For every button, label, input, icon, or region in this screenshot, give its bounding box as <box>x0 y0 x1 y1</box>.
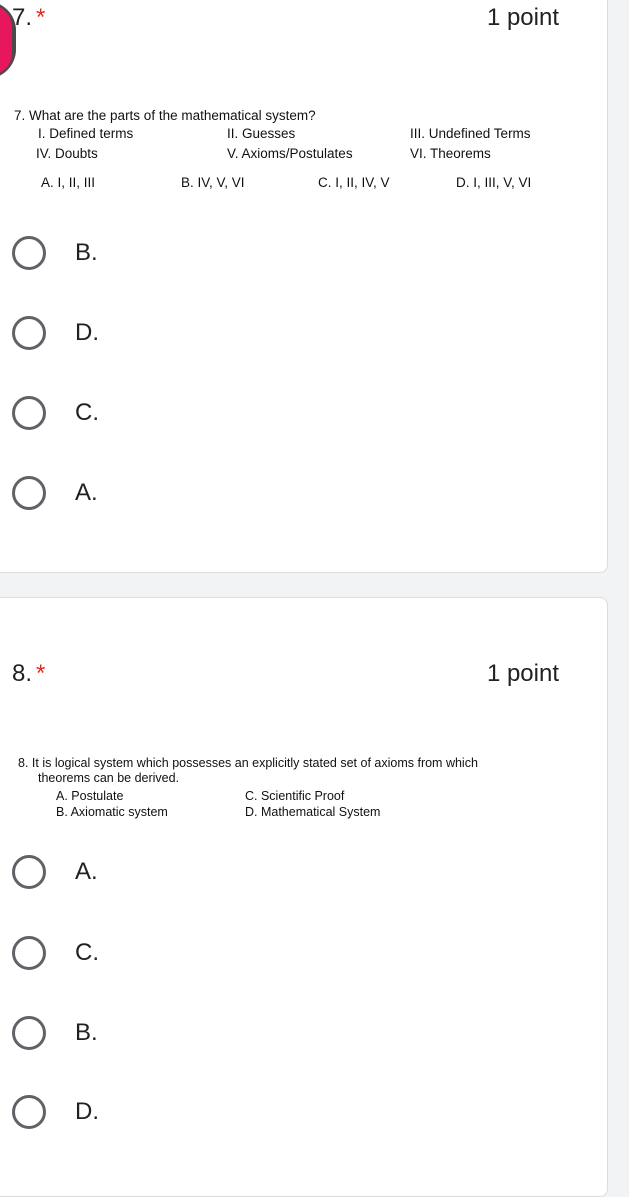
option-label: B. <box>75 1019 98 1046</box>
item-text: IV. Doubts <box>36 146 98 161</box>
question-text: theorems can be derived. <box>38 771 180 785</box>
option-d[interactable] <box>12 1092 99 1132</box>
points-label: 1 point <box>486 4 559 31</box>
question-card-8 <box>0 597 608 1197</box>
option-d[interactable] <box>12 313 99 353</box>
option-a[interactable] <box>12 852 98 892</box>
option-b[interactable] <box>12 233 98 273</box>
item-text: I. Defined terms <box>38 126 134 141</box>
question-card-7 <box>0 0 608 573</box>
option-c[interactable] <box>12 933 99 973</box>
radio-button[interactable] <box>12 1095 46 1129</box>
question-title-8 <box>12 660 45 688</box>
radio-button[interactable] <box>12 855 46 889</box>
choice-text: C. I, II, IV, V <box>318 175 390 190</box>
question-title-7 <box>12 4 45 32</box>
option-label: C. <box>75 939 99 966</box>
radio-button[interactable] <box>12 236 46 270</box>
choice-text: B. IV, V, VI <box>181 175 245 190</box>
question-number: 7. <box>12 4 33 31</box>
option-label: B. <box>75 239 98 266</box>
required-asterisk: * <box>36 660 46 687</box>
item-text: VI. Theorems <box>410 146 491 161</box>
choice-text: A. Postulate <box>56 789 124 803</box>
choice-text: B. Axiomatic system <box>56 805 168 819</box>
option-c[interactable] <box>12 393 99 433</box>
option-label: D. <box>75 319 99 346</box>
question-text: 7. What are the parts of the mathematical system? <box>14 108 316 123</box>
option-label: A. <box>75 858 98 885</box>
option-label: A. <box>75 479 98 506</box>
question-number: 8. <box>12 660 33 687</box>
option-b[interactable] <box>12 1013 98 1053</box>
radio-button[interactable] <box>12 476 46 510</box>
choice-text: D. I, III, V, VI <box>456 175 532 190</box>
radio-button[interactable] <box>12 396 46 430</box>
choice-text: A. I, II, III <box>41 175 96 190</box>
radio-button[interactable] <box>12 316 46 350</box>
item-text: V. Axioms/Postulates <box>227 146 353 161</box>
item-text: III. Undefined Terms <box>410 126 531 141</box>
required-asterisk: * <box>36 4 46 31</box>
option-label: C. <box>75 399 99 426</box>
question-text: 8. It is logical system which possesses an explicitly stated set of axioms from which <box>18 756 478 770</box>
option-label: D. <box>75 1098 99 1125</box>
radio-button[interactable] <box>12 936 46 970</box>
choice-text: D. Mathematical System <box>245 805 381 819</box>
points-label: 1 point <box>486 660 559 687</box>
choice-text: C. Scientific Proof <box>245 789 345 803</box>
option-a[interactable] <box>12 473 98 513</box>
item-text: II. Guesses <box>227 126 296 141</box>
radio-button[interactable] <box>12 1016 46 1050</box>
